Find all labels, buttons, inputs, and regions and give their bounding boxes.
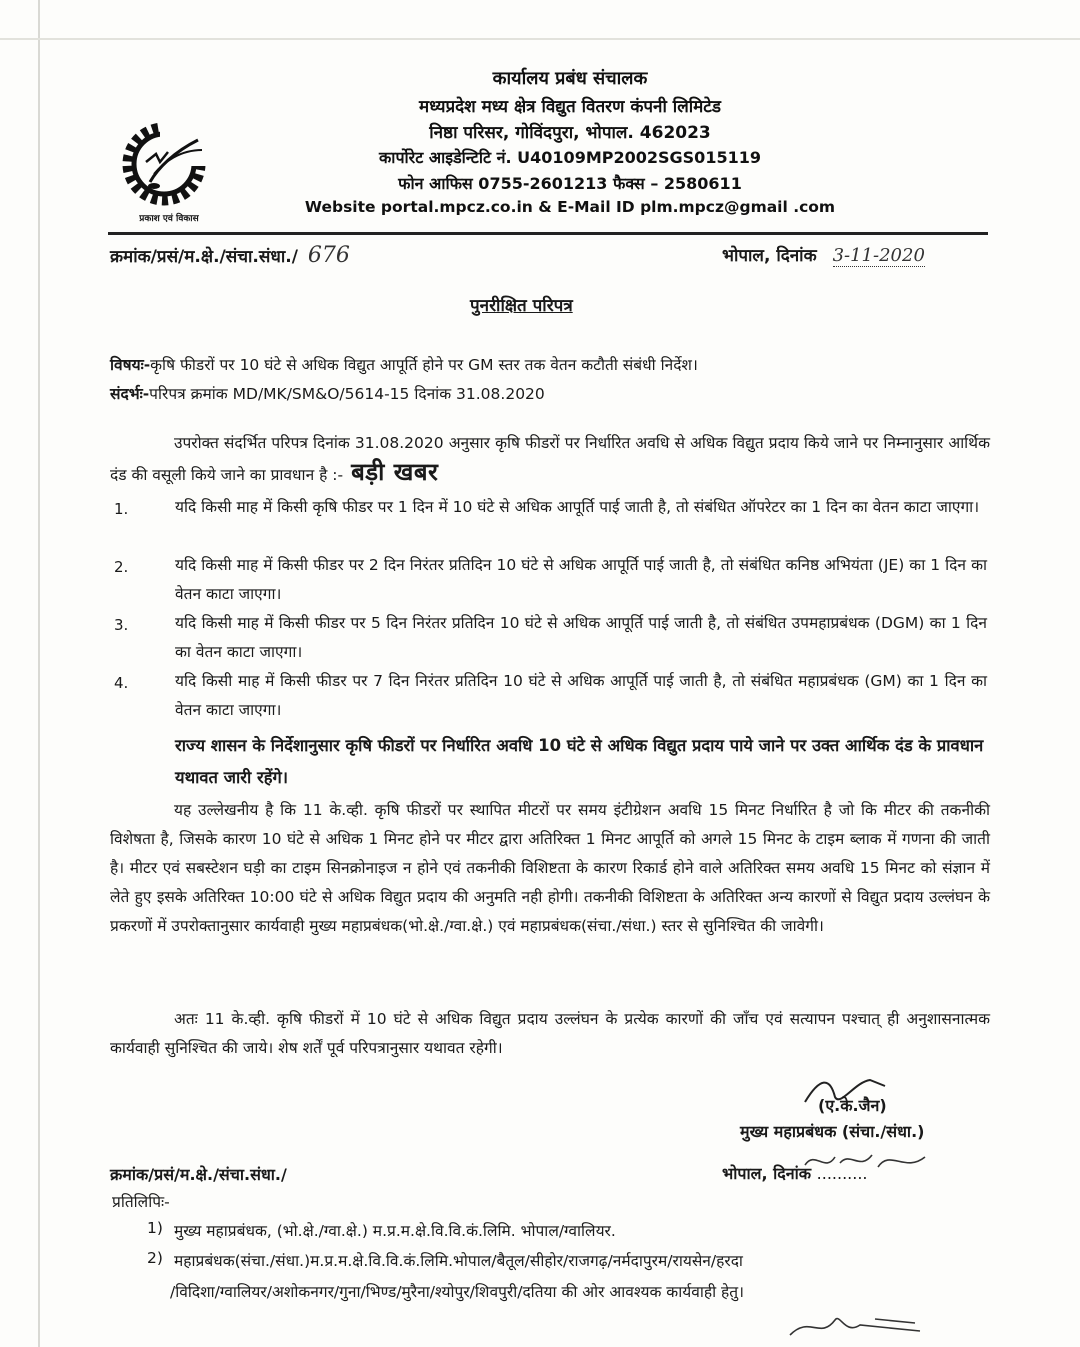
paragraph-1: यह उल्लेखनीय है कि 11 के.व्ही. कृषि फीडरों पर स्थापित मीटरों पर समय इंटीग्रेशन अवधि 15 मिनट निर्धारित है जो कि मीटर की तकनीकी विशेषता है, जिसके कारण 10 घंटे से अधिक 1 मिनट होने पर मीटर द्वारा अतिरिक्त 1 मिनट आपूर्ति को अगले 15 मिनट के टाइम ब्लाक में गणना की जाती है। मीटर एवं सबस्टेशन घड़ी का टाइम सिनक्रोनाइज न होने एवं तकनीकी विशिष्टता के कारण रिकार्ड होने वाले अतिरिक्त समय अवधि 15 मिनट को संज्ञान में लेते हुए इसके अतिरिक्त 10:00 घंटे से अधिक विद्युत प्रदाय की अनुमति नही होगी। तकनीकी विशिष्टता के अतिरिक्त अन्य कारणों से विद्युत प्रदाय उल्लंघन के प्रकरणों में उपरोक्तानुसार कार्यवाही मुख्य महाप्रबंधक(भो.क्षे./ग्वा.क्षे.) एवं महाप्रबंधक(संचा./संधा.) स्तर से सुनिश्चित की जावेगी। [110, 801, 990, 935]
copy-item-continued: /विदिशा/ग्वालियर/अशोकनगर/गुना/भिण्ड/मुरैना/श्योपुर/शिवपुरी/दतिया की ओर आवश्यक कार्यवाही हेतु। [170, 1283, 744, 1301]
company-name: मध्यप्रदेश मध्य क्षेत्र विद्युत वितरण कंपनी लिमिटेड [419, 97, 721, 117]
bottom-signature-scribble-icon [780, 1305, 930, 1347]
company-logo-icon [112, 112, 232, 227]
copy-item-number: 1) [147, 1219, 163, 1237]
circular-title: पुनरीक्षित परिपत्र [470, 296, 573, 316]
copy-label: प्रतिलिपिः- [112, 1193, 170, 1211]
office-title: कार्यालय प्रबंध संचालक [492, 68, 648, 89]
list-item-number: 2. [114, 558, 129, 576]
reference-date [722, 243, 925, 266]
signatory-name: (ए.के.जैन) [818, 1096, 887, 1115]
reference-number [110, 243, 350, 268]
overlay-badge: बड़ी खबर [351, 458, 439, 486]
context-label: संदर्भः- [110, 385, 150, 403]
corporate-id: कार्पोरेट आइडेन्टिटि नं. U40109MP2002SGS015119 [379, 148, 761, 167]
subject-line [110, 353, 990, 375]
list-item: यदि किसी माह में किसी कृषि फीडर पर 1 दिन में 10 घंटे से अधिक आपूर्ति पाई जाती है, तो संबंधित ऑपरेटर का 1 दिन का वेतन काटा जाएगा। [175, 498, 980, 516]
scan-edge-left [38, 0, 40, 1347]
copy-item: मुख्य महाप्रबंधक, (भो.क्षे./ग्वा.क्षे.) म.प्र.म.क्षे.वि.वि.कं.लिमि. भोपाल/ग्वालियर. [174, 1222, 616, 1240]
header-rule [108, 232, 988, 235]
initials-scribble-icon [800, 1145, 930, 1180]
subject-label: विषयः- [110, 356, 151, 374]
signatory-designation: मुख्य महाप्रबंधक (संचा./संधा.) [740, 1122, 925, 1141]
reference-number-label: क्रमांक/प्रसं/म.क्षे./संचा.संधा./ [110, 247, 298, 267]
list-item-number: 3. [114, 616, 129, 634]
reference-number-value: 676 [307, 243, 350, 268]
copy-item: महाप्रबंधक(संचा./संधा.)म.प्र.म.क्षे.वि.वि.कं.लिमि.भोपाल/बैतूल/सीहोर/राजगढ़/नर्मदापुरम/रायसेन/हरदा [174, 1252, 743, 1270]
phone-fax: फोन आफिस 0755-2601213 फैक्स – 2580611 [398, 174, 742, 193]
list-item-number: 1. [114, 500, 129, 518]
website-email: Website portal.mpcz.co.in & E-Mail ID plm.mpcz@gmail .com [304, 198, 836, 216]
reference-date-label: भोपाल, दिनांक [722, 246, 817, 266]
bold-note: राज्य शासन के निर्देशानुसार कृषि फीडरों पर निर्धारित अवधि 10 घंटे से अधिक विद्युत प्रदाय पाये जाने पर उक्त आर्थिक दंड के प्रावधान यथावत जारी रहेंगे। [175, 736, 984, 787]
signature-date-label: भोपाल, दिनांक .......... [722, 1164, 868, 1183]
paragraph-2: अतः 11 के.व्ही. कृषि फीडरों में 10 घंटे से अधिक विद्युत प्रदाय उल्लंघन के प्रत्येक कारणों की जाँच एवं सत्यापन पश्चात् ही अनुशासनात्मक कार्यवाही सुनिश्चित की जाये। शेष शर्तें पूर्व परिपत्रानुसार यथावत रहेगी। [110, 1010, 990, 1057]
reference-date-value: 3-11-2020 [832, 245, 925, 266]
intro-paragraph [110, 429, 990, 490]
list-item: यदि किसी माह में किसी फीडर पर 5 दिन निरंतर प्रतिदिन 10 घंटे से अधिक आपूर्ति पाई जाती है, तो संबंधित उपमहाप्रबंधक (DGM) का 1 दिन का वेतन काटा जाएगा। [175, 614, 987, 661]
list-item-number: 4. [114, 674, 129, 692]
copy-item-number: 2) [147, 1249, 163, 1267]
list-item: यदि किसी माह में किसी फीडर पर 7 दिन निरंतर प्रतिदिन 10 घंटे से अधिक आपूर्ति पाई जाती है, तो संबंधित महाप्रबंधक (GM) का 1 दिन का वेतन काटा जाएगा। [175, 672, 987, 719]
intro-text: उपरोक्त संदर्भित परिपत्र दिनांक 31.08.2020 अनुसार कृषि फीडरों पर निर्धारित अवधि से अधिक विद्युत प्रदाय किये जाने पर निम्नानुसार आर्थिक दंड की वसूली किये जाने का प्रावधान है :- [110, 434, 990, 484]
subject-text: कृषि फीडरों पर 10 घंटे से अधिक विद्युत आपूर्ति होने पर GM स्तर तक वेतन कटौती संबंधी निर्देश। [150, 356, 698, 374]
list-item: यदि किसी माह में किसी फीडर पर 2 दिन निरंतर प्रतिदिन 10 घंटे से अधिक आपूर्ति पाई जाती है, तो संबंधित कनिष्ठ अभियंता (JE) का 1 दिन का वेतन काटा जाएगा। [175, 556, 987, 603]
context-text: परिपत्र क्रमांक MD/MK/SM&O/5614-15 दिनांक 31.08.2020 [149, 385, 545, 403]
logo-caption: प्रकाश एवं विकास [139, 214, 199, 224]
context-line [110, 382, 990, 404]
scan-edge-top [0, 38, 1080, 40]
copy-reference-number: क्रमांक/प्रसं/म.क्षे./संचा.संधा./ [110, 1165, 287, 1184]
company-address: निष्ठा परिसर, गोविंदपुरा, भोपाल. 462023 [429, 123, 711, 143]
